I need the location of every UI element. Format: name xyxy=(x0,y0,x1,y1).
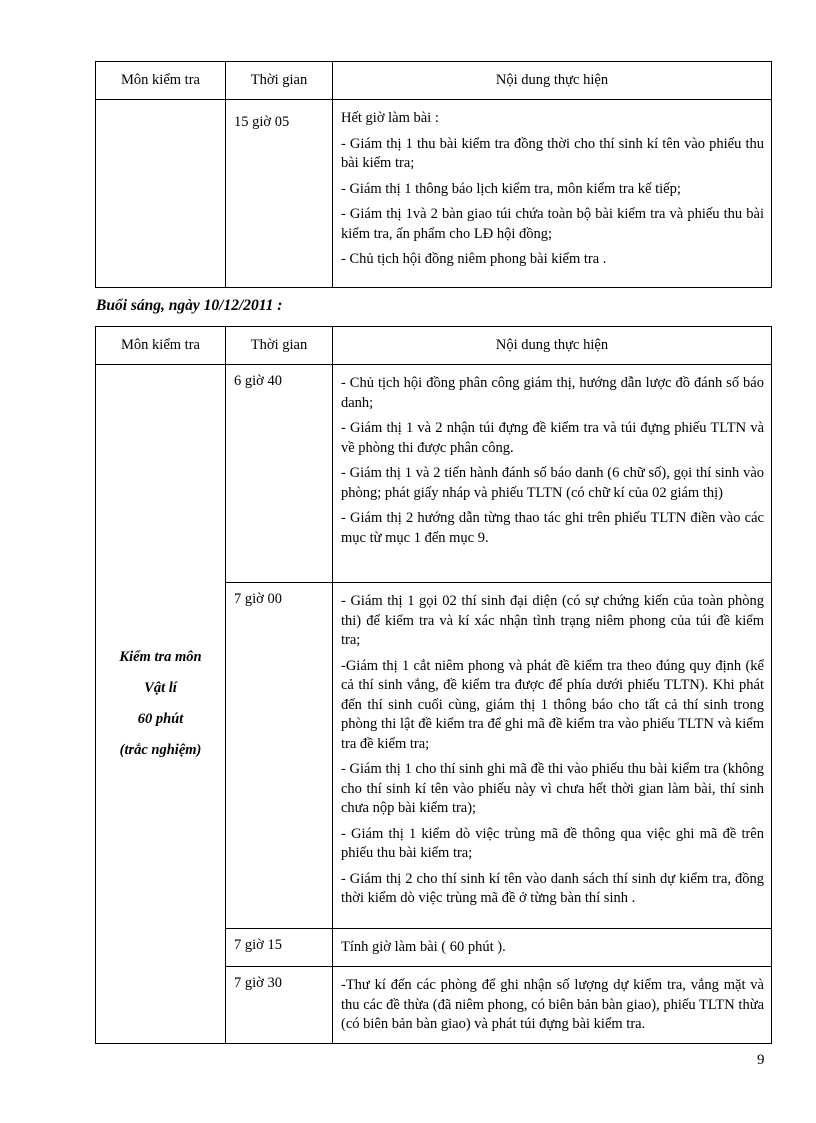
content-cell xyxy=(333,967,772,1044)
content-item: - Giám thị 1 kiểm dò việc trùng mã đề thông qua việc ghi mã đề trên phiếu thu bài kiểm tra; xyxy=(341,825,764,861)
subject-cell-empty xyxy=(96,100,226,288)
table-header-row xyxy=(96,62,772,100)
header-subject: Môn kiểm tra xyxy=(96,327,226,365)
time-cell: 7 giờ 00 xyxy=(226,583,333,929)
table-header-row xyxy=(96,327,772,365)
header-subject: Môn kiểm tra xyxy=(96,62,226,100)
content-item: - Chủ tịch hội đồng phân công giám thị, hướng dẫn lược đồ đánh số báo danh; xyxy=(341,375,764,411)
content-item: - Giám thị 1 thông báo lịch kiểm tra, môn kiểm tra kế tiếp; xyxy=(341,180,681,197)
content-item: Hết giờ làm bài : xyxy=(341,110,439,126)
content-cell xyxy=(333,929,772,967)
content-item: - Giám thị 1 thu bài kiểm tra đồng thời cho thí sinh kí tên vào phiếu thu bài kiểm tra; xyxy=(341,135,764,171)
subject-line: Vật lí xyxy=(144,679,177,696)
page-number: 9 xyxy=(757,1052,765,1068)
schedule-table-continued xyxy=(95,61,772,288)
content-item: - Giám thị 1 cho thí sinh ghi mã đề thi vào phiếu thu bài kiểm tra (không cho thí sinh kí tên vào phiếu này vì chưa hết thời gian làm bài, thí sinh chưa nộp bài kiểm tra); xyxy=(341,761,764,816)
content-cell xyxy=(333,365,772,583)
content-item: - Giám thị 1và 2 bàn giao túi chứa toàn bộ bài kiểm tra và phiếu thu bài kiểm tra, ấn phẩm cho LĐ hội đồng; xyxy=(341,206,764,242)
content-item: - Chủ tịch hội đồng niêm phong bài kiểm tra . xyxy=(341,251,607,267)
subject-line: (trắc nghiệm) xyxy=(119,741,202,758)
table-row xyxy=(96,100,772,288)
content-item: -Giám thị 1 cắt niêm phong và phát đề kiểm tra theo đúng quy định (kể cả thí sinh vắng, đề kiểm tra được để phía dưới phiếu TLTN). Khi phát đến thí sinh cuối cùng, giám thị 1 thông báo cho tất cả thí sinh trong phòng thi lật đề kiểm tra để ghi mã đề kiểm tra vào phiếu TLTN và kiểm tra đề kiểm tra; xyxy=(341,657,764,752)
subject-cell xyxy=(96,365,226,1044)
header-time: Thời gian xyxy=(226,62,333,100)
schedule-table-physics xyxy=(95,326,772,1044)
content-item: -Thư kí đến các phòng để ghi nhận số lượng dự kiểm tra, vắng mặt và thu các đề thừa (đã niêm phong, có biên bản bàn giao), phiếu TLTN thừa (có biên bản bàn giao) và phát túi đựng bài kiểm tra. xyxy=(341,977,764,1032)
subject-line: Kiểm tra môn xyxy=(119,648,202,665)
header-content: Nội dung thực hiện xyxy=(333,327,772,365)
content-item: - Giám thị 1 và 2 tiến hành đánh số báo danh (6 chữ số), gọi thí sinh vào phòng; phát giấy nháp và phiếu TLTN (có chữ kí của 02 giám thị) xyxy=(341,465,764,501)
session-title: Buổi sáng, ngày 10/12/2011 : xyxy=(96,297,283,314)
content-item: - Giám thị 2 cho thí sinh kí tên vào danh sách thí sinh dự kiểm tra, đồng thời kiểm dò việc trùng mã đề ở từng bàn thí sinh . xyxy=(341,870,764,906)
content-item: - Giám thị 1 gọi 02 thí sinh đại diện (có sự chứng kiến của toàn phòng thi) để kiểm tra và kí xác nhận tình trạng niêm phong của túi đề kiểm tra; xyxy=(341,593,764,648)
content-cell xyxy=(333,583,772,929)
time-cell: 15 giờ 05 xyxy=(226,100,333,288)
time-cell: 7 giờ 15 xyxy=(226,929,333,967)
header-content: Nội dung thực hiện xyxy=(333,62,772,100)
time-cell: 6 giờ 40 xyxy=(226,365,333,583)
content-item: - Giám thị 1 và 2 nhận túi đựng đề kiểm tra và túi đựng phiếu TLTN và về phòng thi được phân công. xyxy=(341,420,764,456)
time-cell: 7 giờ 30 xyxy=(226,967,333,1044)
content-cell xyxy=(333,100,772,288)
content-item: - Giám thị 2 hướng dẫn từng thao tác ghi trên phiếu TLTN điền vào các mục từ mục 1 đến mục 9. xyxy=(341,510,764,546)
content-item: Tính giờ làm bài ( 60 phút ). xyxy=(341,939,506,955)
header-time: Thời gian xyxy=(226,327,333,365)
table-row xyxy=(96,365,772,583)
subject-line: 60 phút xyxy=(137,710,184,727)
